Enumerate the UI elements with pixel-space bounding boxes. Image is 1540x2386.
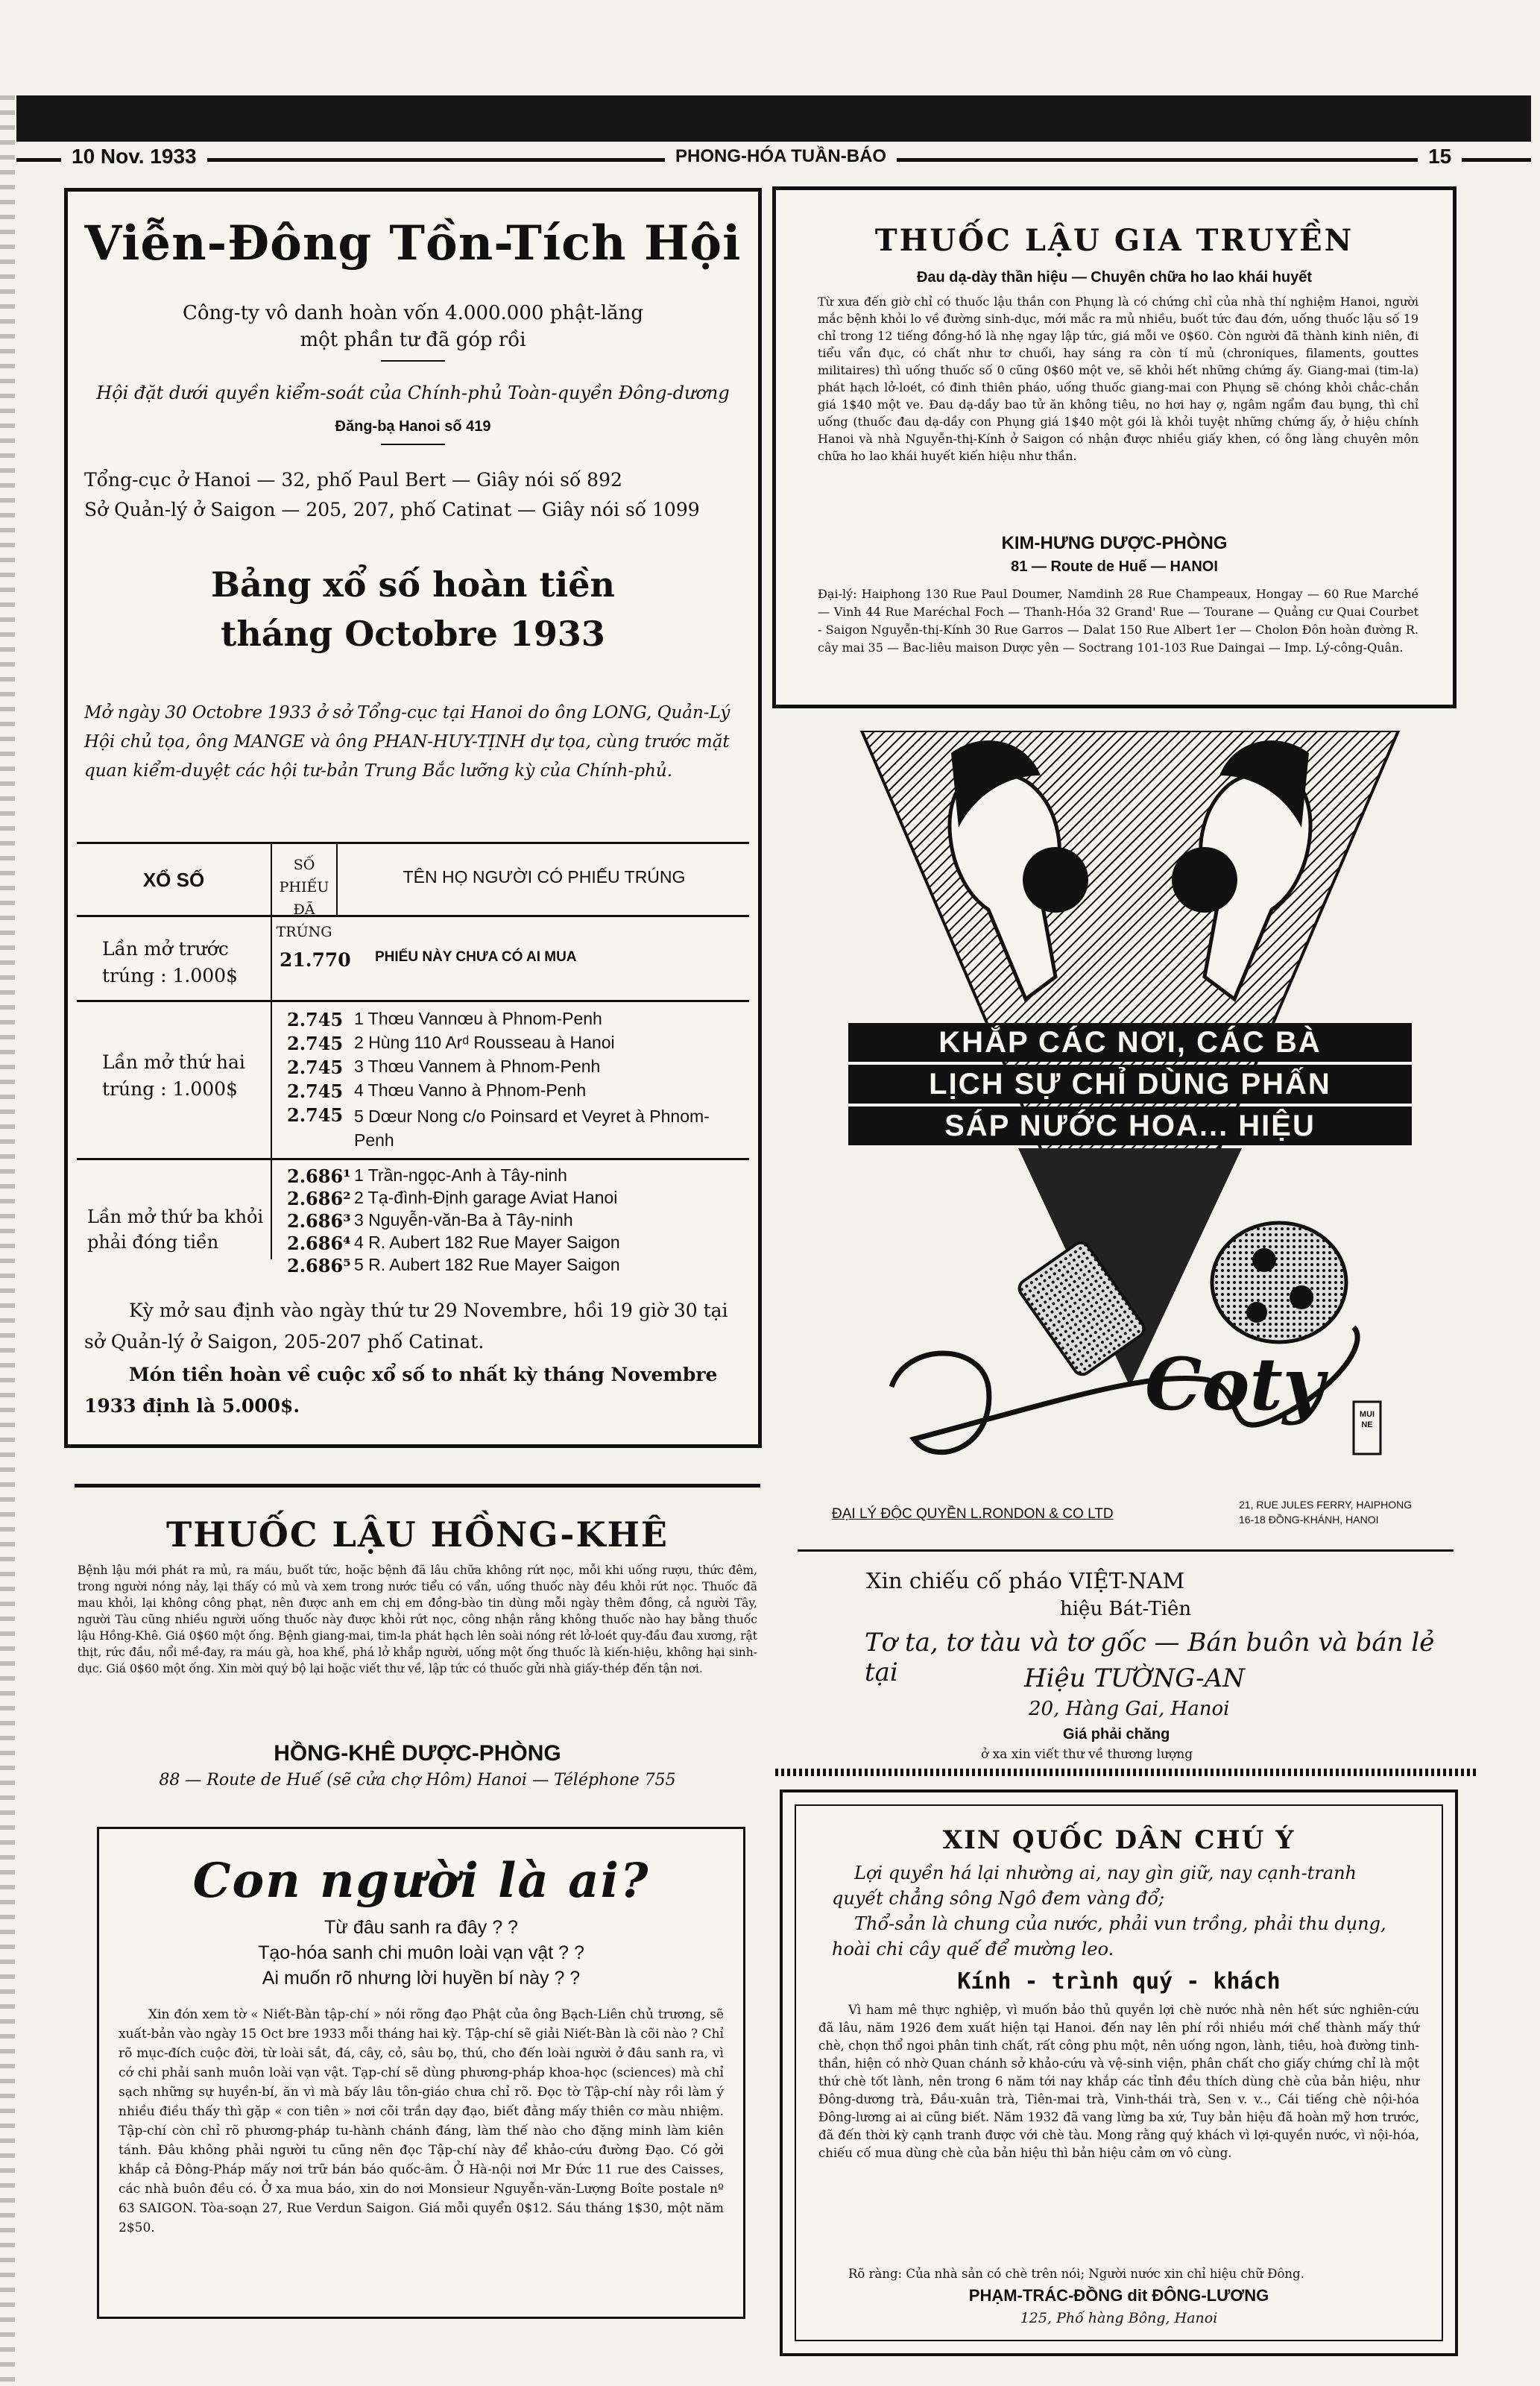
quocdan-ad	[780, 1790, 1458, 2356]
divider	[381, 444, 445, 445]
row-3-ticket: 2.686⁵	[287, 1255, 351, 1277]
row-2-name: 4 Thœu Vanno à Phnom-Penh	[354, 1080, 587, 1100]
tuongan-ad	[798, 1549, 1454, 1760]
hongkhe-title: THUỐC LẬU HỒNG-KHÊ	[166, 1514, 669, 1555]
quocdan-verse-1: Lợi quyền há lại nhường ai, nay gìn giữ, nay cạnh-tranh	[854, 1863, 1357, 1883]
torn-edge	[0, 95, 15, 2386]
giatruyen-subtitle: Đau dạ-dày thần hiệu — Chuyên chữa ho lao khái huyết	[916, 269, 1313, 286]
col-header-names: TÊN HỌ NGƯỜI CÓ PHIẾU TRÚNG	[403, 867, 686, 887]
row-3-ticket: 2.686¹	[287, 1165, 351, 1187]
coty-seal: MUI NE	[1359, 1410, 1375, 1429]
connguoi-q3: Ai muốn rõ nhưng lời huyền bí này ? ?	[262, 1968, 581, 1989]
top-dark-strip	[16, 95, 1531, 142]
lottery-title: Viễn-Đông Tồn-Tích Hội	[84, 215, 742, 271]
quocdan-address: 125, Phố hàng Bông, Hanoi	[1020, 2310, 1218, 2326]
giatruyen-body: Từ xưa đến giờ chỉ có thuốc lậu thần con Phụng là có chứng chỉ của nhà thí nghiệm Hanoi, người mắc bệnh khỏi lo về đường sinh-dục, mới mắc ra mủ nhiều, buốt tức đau đớn, uống thuốc lậu số 19 chỉ trong 12 tiếng đồng-hồ là nhẹ ngay lập tức, giá mỗi ve 0$60. Còn người đã thành kinh niên, đi tiểu vẩn đục, có chất như tơ chuối, hay sáng ra còn tí mủ (chroniques, filaments, gouttes militaires) thì uống thuốc số 0 cũng 0$60 một ve, sẽ khỏi hết những chứng ấy. Giang-mai (tim-la) phát hạch lở-loét, có đinh thiên pháo, uống thuốc giang-mai con Phụng sẽ chóng khỏi chắc-chắn giá 1$40 một ve. Đau dạ-dầy bao tử ăn không tiêu, no hơi hay ợ, ngâm ngẩm đau bụng, thì chỉ uống (thuốc đau dạ-dầy con Phụng giá 1$40 một gói là khỏi tuyệt những chứng ấy, ở hiệu chính Hanoi và nhà Nguyễn-thị-Kính ở Saigon có nhận được nhiều giấy khen, có ông làng chuyên môn chữa ho lao khái huyết kiến hiệu như thần.	[818, 295, 1418, 463]
coty-agent-addr-2: 16-18 ĐỒNG-KHÁNH, HANOI	[1239, 1514, 1379, 1526]
quocdan-title: XIN QUỐC DÂN CHÚ Ý	[942, 1825, 1296, 1855]
row-3-name: 1 Trần-ngọc-Anh à Tây-ninh	[354, 1165, 567, 1185]
row-1-name: PHIẾU NÀY CHƯA CÓ AI MUA	[375, 949, 577, 965]
lottery-registration: Đăng-bạ Hanoi số 419	[335, 418, 491, 435]
giatruyen-shop: KIM-HƯNG DƯỢC-PHÒNG	[1001, 533, 1228, 553]
row-3-ticket: 2.686³	[287, 1210, 351, 1232]
row-3-draw: Lần mở thứ ba khỏi phải đóng tiền	[87, 1206, 264, 1253]
connguoi-q1: Từ đâu sanh ra đây ? ?	[324, 1917, 518, 1938]
board-title-2: tháng Octobre 1933	[221, 614, 605, 654]
connguoi-body: Xin đón xem tờ « Niết-Bàn tập-chí » nói rõng đạo Phật của ông Bạch-Liên chủ trương, sẽ xuất-bản vào ngày 15 Oct bre 1933 mỗi tháng hai kỳ. Tập-chí sẽ giải Niết-Bàn là cõi nào ? Chỉ rõ mục-đích cuộc đời, từ loài sắt, đá, cây, cỏ, sâu bọ, thú, cho đến loài người ở đâu sanh ra, vì cớ chi phải sanh muôn loài vạn vật. Tạp-chí sẽ dùng phương-pháp khoa-học (sciences) mà chỉ sạch những sự huyền-bí, ăn vì mà bấy lâu tôn-giáo chưa chỉ rõ. Đọc tờ Tập-chí này rồi làm ý nhiều điều thấy thì gặp « con tiên » nơi cõi trần dạy đạo, biết đằng mấy thiên cơ màu nhiệm. Tập-chí còn chỉ rõ phương-pháp tu-hành chánh đáng, làm thế nào cho đặng minh làm kiên tánh. Đâu không phải người tu cũng nên đọc Tập-chí này để khảo-cứu đường Đạo. Có gởi khắp cả Đông-Pháp mấy nơi trữ bán báo quốc-âm. Ở Hà-nội nơi Mr Đức 11 rue des Caisses, các nhà buôn đều có. Ở xa mua báo, xin do nơi Monsieur Nguyễn-văn-Lượng Boîte postale nº 63 SAIGON. Tòa-soạn 27, Rue Verdun Saigon. Giá mỗi quyển 0$12. Sáu tháng 1$30, một năm 2$50.	[119, 2007, 724, 2235]
draw-intro: Mở ngày 30 Octobre 1933 ở sở Tổng-cục tại Hanoi do ông LONG, Quản-Lý Hội chủ tọa, ông MANGE và ông PHAN-HUY-TỊNH dự tọa, cùng trước mặt quan kiểm-duyệt các hội tư-bản Trung Bắc lưỡng kỳ của Chính-phủ.	[84, 703, 730, 781]
row-2-name: 3 Thœu Vannem à Phnom-Penh	[354, 1057, 601, 1076]
row-3-name: 5 R. Aubert 182 Rue Mayer Saigon	[354, 1255, 620, 1274]
row-3-ticket: 2.686²	[287, 1188, 351, 1209]
connguoi-title: Con người là ai?	[192, 1853, 650, 1909]
quocdan-heading: Kính - trình quý - khách	[957, 1968, 1281, 1995]
tuongan-line3: Tơ ta, tơ tàu và tơ gốc — Bán buôn và bán lẻ tại	[865, 1628, 1435, 1687]
row-3-ticket: 2.686⁴	[287, 1233, 351, 1254]
row-3-name: 3 Nguyễn-văn-Ba à Tây-ninh	[354, 1210, 573, 1230]
row-2-name: 2 Hùng 110 Arᵈ Rousseau à Hanoi	[354, 1033, 615, 1052]
row-3-name: 4 R. Aubert 182 Rue Mayer Saigon	[354, 1233, 620, 1252]
lottery-ad	[64, 188, 762, 1448]
lottery-saigon-office: Sở Quản-lý ở Saigon — 205, 207, phố Catinat — Giây nói số 1099	[84, 499, 700, 520]
quocdan-shop: PHẠM-TRÁC-ĐỒNG dit ĐÔNG-LƯƠNG	[968, 2286, 1269, 2305]
col-header-draw: XỔ SỐ	[142, 869, 205, 891]
board-title-1: Bảng xổ số hoàn tiền	[211, 564, 615, 605]
page-header	[16, 143, 1531, 173]
next-draw: Kỳ mở sau định vào ngày thứ tư 29 Novembre, hồi 19 giờ 30 tại sở Quản-lý ở Saigon, 205-207 phố Catinat.	[84, 1300, 728, 1353]
hongkhe-address: 88 — Route de Huế (sẽ cửa chợ Hôm) Hanoi — Téléphone 755	[159, 1771, 676, 1790]
row-2-draw: Lần mở thứ hai trúng : 1.000$	[102, 1051, 245, 1100]
row-1-ticket: 21.770	[280, 949, 351, 971]
col-header-ticket: SỐ PHIẾU ĐÃ TRÚNG	[276, 857, 332, 940]
tuongan-line2: hiệu Bát-Tiên	[1060, 1598, 1192, 1620]
lottery-capital-paid: một phần tư đã góp rồi	[300, 329, 526, 351]
giatruyen-ad	[772, 186, 1457, 708]
quocdan-body: Vì ham mê thực nghiệp, vì muốn bảo thủ quyền lợi chè nước nhà nên hết sức nghiên-cứu đã lâu, năm 1926 đem xuất hiện tại Hanoi. đến nay lên phí rồi nhiều mới chế thành mấy thứ chè, chọn thổ ngoi phân tinh chất, rất công phu một, nên uống ngon, lành, tiêu, hoà đường tinh-thần, hiện có nhờ Quan chánh sở khảo-cứu và vệ-sinh viện, phân chất cho giấy chứng chỉ là một thứ chè tốt lành, nên trong 6 năm tới nay khắp các tỉnh đều thích dùng chè của bản hiệu, như Đông-dương trà, Đầu-xuân trà, Tiên-mai trà, Vinh-thái trà, Sen v. v.., Cái tiếng chè nội-hóa Đông-lương ai ai cũng biết. Năm 1932 đã vang lừng ba xứ, Tuy bản hiệu đã hoàn mỹ hơn trước, đã đến thời kỳ cạnh tranh được với chè tàu. Mong rằng quý khách vì lợi-quyền nước, vì nội-hóa, chiếu cố mua dùng chè của bản hiệu thì bản hiệu cảm ơn vô cùng.	[818, 2003, 1419, 2160]
giatruyen-title: THUỐC LẬU GIA TRUYỀN	[874, 223, 1354, 258]
tuongan-shop: Hiệu TƯỜNG-AN	[1024, 1663, 1245, 1693]
tuongan-line1: Xin chiếu cố pháo VIỆT-NAM	[866, 1568, 1185, 1593]
lottery-control: Hội đặt dưới quyền kiểm-soát của Chính-phủ Toàn-quyền Đông-dương	[96, 383, 730, 403]
giatruyen-address: 81 — Route de Huế — HANOI	[1011, 558, 1218, 575]
divider	[381, 360, 445, 362]
tuongan-mail: ở xa xin viết thư về thương lượng	[981, 1747, 1193, 1762]
next-prize: Món tiền hoàn về cuộc xổ số to nhất kỳ tháng Novembre 1933 định là 5.000$.	[84, 1364, 718, 1417]
header-date: 10 Nov. 1933	[61, 145, 207, 169]
divider	[775, 1769, 1476, 1776]
quocdan-note: Rõ ràng: Của nhà sản có chè trên nói; Người nước xin chỉ hiệu chữ Đông.	[848, 2267, 1304, 2281]
connguoi-q2: Tạo-hóa sanh chi muôn loài vạn vật ? ?	[258, 1942, 584, 1963]
row-2-ticket: 2.745	[287, 1104, 344, 1126]
row-2-ticket: 2.745	[287, 1009, 344, 1030]
tuongan-address: 20, Hàng Gai, Hanoi	[1029, 1698, 1230, 1720]
lottery-hq: Tổng-cục ở Hanoi — 32, phố Paul Bert — Giây nói số 892	[84, 469, 622, 491]
coty-banner-1: KHẮP CÁC NƠI, CÁC BÀ	[848, 1023, 1412, 1062]
hongkhe-body: Bệnh lậu mới phát ra mủ, ra máu, buốt tức, hoặc bệnh đã lâu chữa không rứt nọc, mỗi khi uống rượu, thức đêm, trong người nóng nảy, lại thấy có mủ và xem trong nước tiểu có vẩn, uống thuốc này đều khỏi rứt nọc. Thuốc đã mau khỏi, lại không công phạt, nên được anh em chị em đồng-bào tin dùng mỗi ngày thêm đông, cả người Tây, người Tàu cũng nhiều người uống thuốc này được khỏi rứt nọc, công nhận rằng không thuốc nào hay bằng thuốc lậu Hồng-Khê. Giá 0$60 một ống. Bệnh giang-mai, tim-la phát hạch lên soài nóng rét lở-loét quy-đầu đau xương, rật thịt, rức đầu, nổi mề-đay, ra máu gà, hoa khế, phá lở khắp người, uống một ống thuốc là kiến-hiệu, không hại sinh-dục. Giá 0$60 một ống. Xin mời quý bộ lại hoặc viết thư về, lập tức có thuốc gửi nhà giấy-thép đến tận nơi.	[78, 1564, 757, 1675]
quocdan-verse-4: hoài chi cây quế để mường leo.	[832, 1939, 1114, 1960]
hongkhe-shop: HỒNG-KHÊ DƯỢC-PHÒNG	[274, 1741, 561, 1766]
row-2-ticket: 2.745	[287, 1057, 344, 1078]
connguoi-ad	[97, 1827, 745, 2319]
row-2-name: 1 Thœu Vannœu à Phnom-Penh	[354, 1009, 602, 1028]
coty-banner-2: LỊCH SỰ CHỈ DÙNG PHẤN	[848, 1065, 1412, 1104]
coty-ad	[832, 731, 1428, 1534]
giatruyen-agents: Đại-lý: Haiphong 130 Rue Paul Doumer, Namdinh 28 Rue Champeaux, Hongay — 60 Rue Marché — Vinh 44 Rue Maréchal Foch — Thanh-Hóa 32 Grand' Rue — Tourane — Quảng cư Quai Courbet - Saigon Nguyễn-thị-Kính 30 Rue Garros — Dalat 150 Rue Albert 1er — Cholon Đôn hoàn đường R. cây mai 35 — Bac-liêu maison Dược yên — Soctrang 101-103 Rue Daingai — Imp. Lý-công-Quân.	[818, 587, 1418, 655]
header-page-number: 15	[1418, 145, 1462, 169]
row-1-draw: Lần mở trước trúng : 1.000$	[102, 938, 238, 986]
tuongan-price: Giá phải chăng	[1063, 1726, 1170, 1743]
quocdan-verse-3: Thổ-sản là chung của nước, phải vun trồng, phải thu dụng,	[854, 1913, 1386, 1934]
quocdan-verse-2: quyết chẳng sông Ngô đem vàng đổ;	[832, 1888, 1165, 1909]
coty-agent-addr-1: 21, RUE JULES FERRY, HAIPHONG	[1239, 1499, 1413, 1511]
lottery-capital: Công-ty vô danh hoàn vốn 4.000.000 phật-lăng	[182, 302, 644, 324]
results-table	[77, 842, 749, 1277]
header-paper: PHONG-HÓA TUẦN-BÁO	[665, 146, 897, 167]
hongkhe-ad	[75, 1484, 760, 1808]
coty-agent: ĐẠI LÝ ĐỘC QUYỀN L.RONDON & CO LTD	[832, 1506, 1114, 1522]
row-2-ticket: 2.745	[287, 1033, 344, 1054]
coty-brand: Coty	[1145, 1342, 1325, 1426]
row-2-ticket: 2.745	[287, 1080, 344, 1102]
row-2-name: 5 Dœur Nong c/o Poinsard et Veyret à Phnom-Penh	[354, 1107, 710, 1150]
coty-banner-3: SÁP NƯỚC HOA... HIỆU	[848, 1107, 1412, 1145]
row-3-name: 2 Tạ-đình-Định garage Aviat Hanoi	[354, 1188, 618, 1207]
